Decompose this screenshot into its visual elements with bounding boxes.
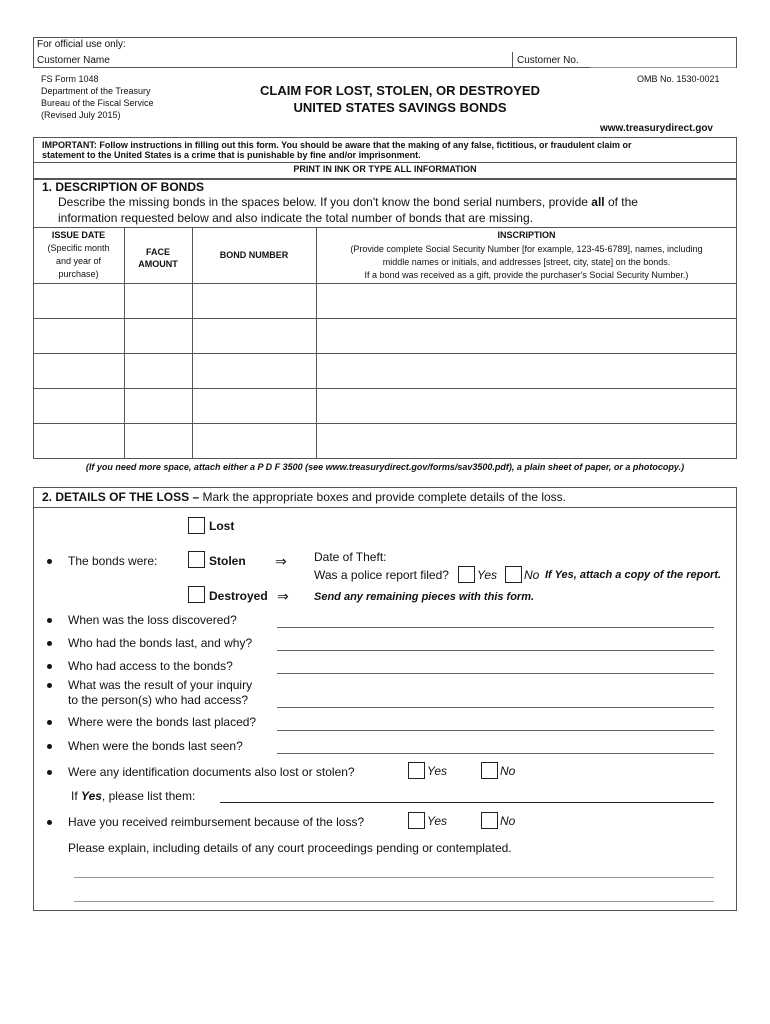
section1-desc-line1: Describe the missing bonds in the spaces below. If you don't know the bond serial numbers, provide all of the xyxy=(58,195,638,209)
customer-name-label: Customer Name xyxy=(37,55,110,66)
lost-label: Lost xyxy=(209,519,235,533)
q-last-seen: When were the bonds last seen? xyxy=(68,739,243,753)
reimburse-no-checkbox[interactable] xyxy=(481,812,498,829)
customer-no-label: Customer No. xyxy=(517,55,579,66)
section2-heading: 2. DETAILS OF THE LOSS – Mark the appropriate boxes and provide complete details of the loss. xyxy=(42,490,567,504)
official-use-label: For official use only: xyxy=(37,39,126,50)
date-of-theft-label: Date of Theft: xyxy=(314,550,387,564)
bond-row-1[interactable] xyxy=(34,284,736,318)
col-header-inscription-sub: (Provide complete Social Security Number [for example, 123-45-6789], names, including xyxy=(350,244,703,254)
bullet xyxy=(47,820,52,825)
q-had-bonds-last: Who had the bonds last, and why? xyxy=(68,636,253,650)
lost-checkbox[interactable] xyxy=(188,517,205,534)
bullet xyxy=(47,664,52,669)
bullet xyxy=(47,618,52,623)
q-access: Who had access to the bonds? xyxy=(68,659,233,673)
q-inquiry-line2: to the person(s) who had access? xyxy=(68,693,249,707)
col-header-inscription: INSCRIPTION xyxy=(497,230,556,240)
explain-label: Please explain, including details of any court proceedings pending or contemplated. xyxy=(68,841,512,855)
send-remaining-note: Send any remaining pieces with this form. xyxy=(314,591,535,603)
inquiry-field[interactable] xyxy=(277,707,714,708)
bullet xyxy=(47,720,52,725)
bullet xyxy=(47,683,52,688)
q-reimbursement: Have you received reimbursement because of the loss? xyxy=(68,815,365,829)
q-id-documents: Were any identification documents also lost or stolen? xyxy=(68,765,355,779)
last-seen-field[interactable] xyxy=(277,753,714,754)
stolen-label: Stolen xyxy=(209,554,246,568)
col-header-face-amount: FACE xyxy=(145,247,170,257)
form-title-line1: CLAIM FOR LOST, STOLEN, OR DESTROYED xyxy=(260,83,540,98)
important-line1: IMPORTANT: Follow instructions in filling out this form. You should be aware that the making of any false, fictitious, or fraudulent claim or xyxy=(42,140,632,150)
destroyed-checkbox[interactable] xyxy=(188,586,205,603)
destroyed-label: Destroyed xyxy=(209,589,268,603)
bond-row-2[interactable] xyxy=(34,319,736,353)
access-field[interactable] xyxy=(277,673,714,674)
bond-row-4[interactable] xyxy=(34,389,736,423)
police-report-yes-label: Yes xyxy=(477,568,498,582)
bullet xyxy=(47,641,52,646)
explain-field-line1[interactable] xyxy=(74,877,714,878)
police-report-yes-checkbox[interactable] xyxy=(458,566,475,583)
q-inquiry-line1: What was the result of your inquiry xyxy=(68,678,253,692)
bond-row-5[interactable] xyxy=(34,424,736,458)
notice-divider xyxy=(33,162,737,163)
police-report-no-checkbox[interactable] xyxy=(505,566,522,583)
bullet xyxy=(47,744,52,749)
police-report-no-label: No xyxy=(524,568,540,582)
id-docs-yes-label: Yes xyxy=(427,764,448,778)
last-placed-field[interactable] xyxy=(277,730,714,731)
important-line2: statement to the United States is a crime that is punishable by fine and/or imprisonment. xyxy=(42,150,421,160)
bond-row-3[interactable] xyxy=(34,354,736,388)
official-use-box xyxy=(33,37,737,68)
col-header-issue-sub: and year of xyxy=(55,256,102,266)
id-docs-list-field[interactable] xyxy=(220,802,714,803)
form-title-line2: UNITED STATES SAVINGS BONDS xyxy=(293,100,507,115)
col-header-inscription-sub: If a bond was received as a gift, provide the purchaser's Social Security Number.) xyxy=(364,270,689,280)
website: www.treasurydirect.gov xyxy=(600,123,713,134)
col-header-issue-date: ISSUE DATE xyxy=(51,230,106,240)
stolen-checkbox[interactable] xyxy=(188,551,205,568)
arrow-icon: ⇒ xyxy=(277,588,289,604)
col-header-inscription-sub: middle names or initials, and addresses [street, city, state] on the bonds. xyxy=(382,257,671,267)
official-use-divider xyxy=(512,52,513,68)
section2-heading-divider xyxy=(33,507,737,508)
police-report-label: Was a police report filed? xyxy=(314,568,449,582)
explain-field-line2[interactable] xyxy=(74,901,714,902)
more-space-note: (If you need more space, attach either a P D F 3500 (see www.treasurydirect.gov/forms/sav3500.pdf), a plain sheet of paper, or a photocopy.) xyxy=(85,462,685,472)
loss-discovered-field[interactable] xyxy=(277,627,714,628)
omb-number: OMB No. 1530-0021 xyxy=(637,74,720,84)
department: Department of the Treasury xyxy=(41,86,151,96)
bullet xyxy=(47,559,52,564)
col-header-face-amount: AMOUNT xyxy=(138,259,178,269)
print-note: PRINT IN INK OR TYPE ALL INFORMATION xyxy=(293,164,477,174)
if-yes-list-label: If Yes, please list them: xyxy=(71,789,196,803)
arrow-icon: ⇒ xyxy=(275,553,287,569)
had-bonds-last-field[interactable] xyxy=(277,650,714,651)
form-number: FS Form 1048 xyxy=(41,74,99,84)
bureau: Bureau of the Fiscal Service xyxy=(41,98,154,108)
id-docs-no-label: No xyxy=(500,764,516,778)
id-docs-no-checkbox[interactable] xyxy=(481,762,498,779)
reimburse-no-label: No xyxy=(500,814,516,828)
table-top-border xyxy=(33,227,737,228)
col-header-issue-sub: purchase) xyxy=(58,269,99,279)
id-docs-yes-checkbox[interactable] xyxy=(408,762,425,779)
bonds-were-label: The bonds were: xyxy=(68,554,158,568)
revision-date: (Revised July 2015) xyxy=(41,110,121,120)
reimburse-yes-checkbox[interactable] xyxy=(408,812,425,829)
bullet xyxy=(47,770,52,775)
section1-heading: 1. DESCRIPTION OF BONDS xyxy=(42,180,205,194)
reimburse-yes-label: Yes xyxy=(427,814,448,828)
q-loss-discovered: When was the loss discovered? xyxy=(68,613,237,627)
q-last-placed: Where were the bonds last placed? xyxy=(68,715,257,729)
col-header-issue-sub: (Specific month xyxy=(47,243,110,253)
section1-desc-line2: information requested below and also indicate the total number of bonds that are missing. xyxy=(58,211,533,225)
customer-no-underline xyxy=(590,67,736,68)
col-header-bond-number: BOND NUMBER xyxy=(219,250,289,260)
attach-report-note: If Yes, attach a copy of the report. xyxy=(545,569,722,581)
